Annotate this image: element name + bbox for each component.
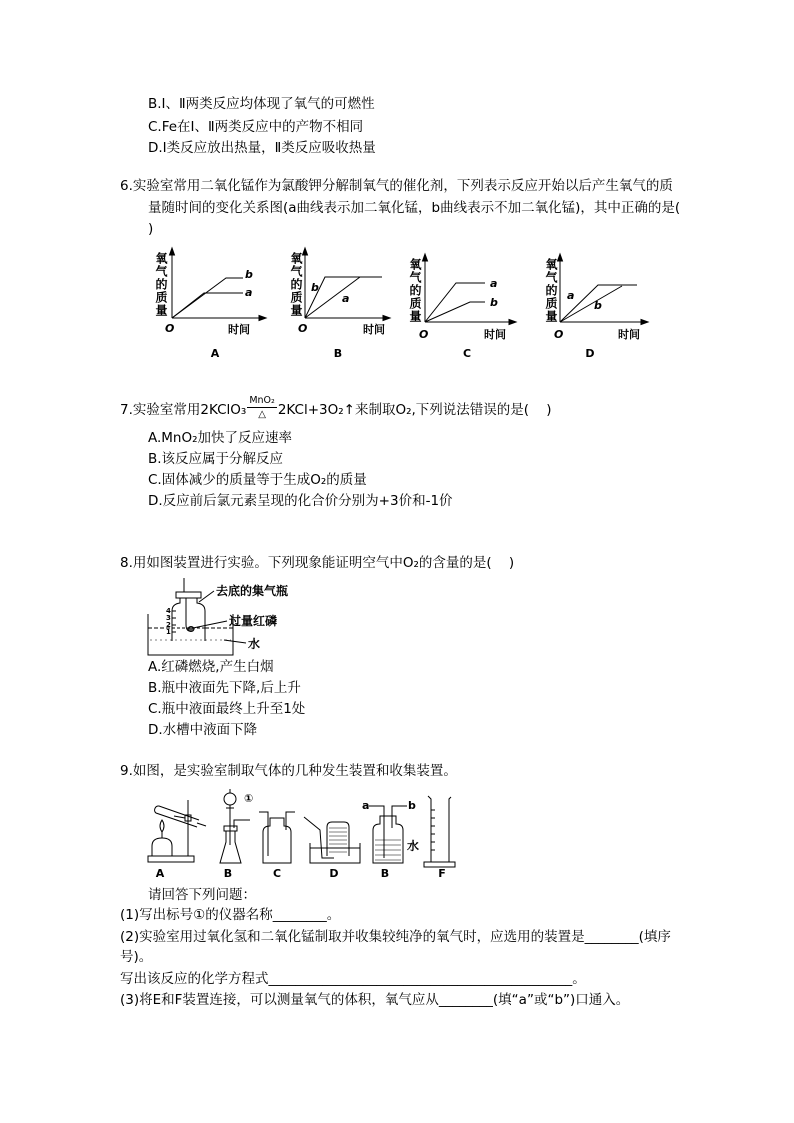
q7-reaction-condition: [247, 396, 277, 421]
q7-option-d: D.反应前后氯元素呈现的化合价分别为+3价和-1价: [148, 493, 453, 509]
q7-heat-symbol: △: [258, 409, 266, 421]
q9-label-f: F: [438, 867, 446, 880]
q8-bottomless-bottle: [172, 598, 205, 641]
q9-port-a: a: [362, 799, 370, 812]
q6-graph-a-origin: O: [165, 322, 175, 335]
q7-option-c: C.固体减少的质量等于生成O₂的质量: [148, 472, 367, 488]
q5-option-b: B.Ⅰ、Ⅱ两类反应均体现了氧气的可燃性: [148, 96, 375, 112]
q9-label-c: C: [272, 867, 282, 880]
q9-water-label: 水: [407, 839, 420, 853]
q9-port-b: b: [408, 799, 416, 812]
q6-graph-a-xlabel: 时间: [228, 323, 250, 336]
q9-label-e: B: [380, 867, 390, 880]
q6-graph-c: [423, 254, 517, 325]
q9-prompt: 请回答下列问题：: [148, 887, 256, 903]
q9-f-graduated-cylinder: [428, 796, 451, 862]
q6-graph-c-y-arrow: [423, 254, 428, 261]
q9-d-collecting-bottle: [327, 822, 349, 856]
q6-option-c-label: C: [462, 347, 472, 360]
q8-scale-4: 4: [166, 607, 171, 615]
q9-b-stopper: [224, 826, 237, 831]
q6-option-a-label: A: [210, 347, 220, 360]
q9-apparatus-b: [220, 789, 250, 863]
q6-graph-a: [170, 248, 267, 321]
q8-option-a: A.红磷燃烧,产生白烟: [148, 659, 274, 675]
q7-catalyst: MnO₂: [247, 396, 277, 409]
q8-red-phosphorus: [188, 627, 194, 632]
q8-stem: 8.用如图装置进行实验。下列现象能证明空气中O₂的含量的是( ): [120, 555, 515, 571]
q9-equation-blank: 写出该反应的化学方程式_____________________________________________。: [120, 971, 586, 987]
q6-graph-d-y-arrow: [558, 254, 563, 261]
q9-c-long-tube: [259, 812, 268, 856]
q6-graph-d-curve-b: [560, 286, 622, 322]
q6-graph-a-y-arrow: [170, 248, 175, 255]
q6-graph-b-x-arrow: [383, 316, 390, 321]
q9-a-clamp: [174, 816, 185, 818]
q6-graph-c-ylabel: 氧气的质量: [408, 258, 422, 323]
q6-graph-b: [303, 248, 391, 321]
q8-water-trough: [148, 614, 233, 655]
q6-graph-a-x-arrow: [259, 316, 266, 321]
q9-apparatus-f: [424, 796, 455, 867]
q6-graph-b-origin: O: [298, 322, 308, 335]
q8-scale-3: 3: [166, 614, 171, 622]
q7-option-a: A.MnO₂加快了反应速率: [148, 430, 293, 446]
q8-phosphorus-label: 过量红磷: [229, 614, 278, 628]
q9-label-d: D: [329, 867, 339, 880]
q9-part2: (2)实验室用过氧化氢和二氧化锰制取并收集较纯净的氧气时，应选用的装置是________(填序: [120, 929, 671, 945]
q9-part3: (3)将E和F装置连接，可以测量氧气的体积，氧气应从________(填“a”或“b”)口通入。: [120, 992, 630, 1008]
q9-label-a: A: [155, 867, 165, 880]
q6-graph-d-label-a: a: [567, 289, 575, 302]
q9-a-test-tube: [155, 806, 199, 827]
q6-graph-b-curve-a: [305, 277, 360, 318]
q9-part1: (1)写出标号①的仪器名称________。: [120, 907, 341, 923]
q8-apparatus: [148, 578, 246, 655]
q8-bottle-pointer: [199, 591, 214, 602]
q6-graph-c-label-a: a: [490, 277, 498, 290]
q6-stem-line3: ): [148, 221, 154, 237]
q9-a-stand-base: [148, 856, 194, 862]
q9-d-delivery-tube: [304, 817, 334, 858]
q7-option-b: B.该反应属于分解反应: [148, 451, 284, 467]
q9-label-b: B: [223, 867, 233, 880]
q6-graph-c-label-b: b: [490, 296, 498, 309]
q8-bottle-label: 去底的集气瓶: [216, 584, 289, 598]
q9-e-bottle: [373, 816, 403, 863]
q8-water-pointer: [224, 640, 246, 643]
q6-option-d-label: D: [585, 347, 595, 360]
q9-b-delivery-tube: [234, 820, 250, 828]
q6-graph-d-x-arrow: [641, 320, 648, 325]
q6-graph-c-origin: O: [419, 328, 429, 341]
q6-graph-c-curve-b: [425, 302, 485, 322]
q6-graph-b-label-b: b: [311, 281, 319, 294]
q9-d-trough: [310, 843, 360, 863]
q9-e-tube-b: [392, 806, 407, 828]
q6-graph-d: [558, 254, 649, 325]
q6-graph-b-ylabel: 氧气的质量: [289, 252, 303, 317]
q9-marker-1: ①: [244, 792, 254, 805]
q9-a-alcohol-lamp: [152, 838, 172, 856]
q9-f-base: [424, 862, 455, 867]
q6-graph-a-label-b: b: [245, 268, 253, 281]
q9-apparatus-c: [259, 812, 295, 863]
q6-stem-line1: 6.实验室常用二氧化锰作为氯酸钾分解制氧气的催化剂，下列表示反应开始以后产生氧气的质: [120, 178, 673, 194]
q7-stem: [120, 393, 552, 423]
q6-graph-d-ylabel: 氧气的质量: [544, 258, 558, 323]
q9-c-short-tube: [286, 812, 295, 830]
q6-graph-d-xlabel: 时间: [618, 328, 640, 341]
q8-option-c: C.瓶中液面最终上升至1处: [148, 701, 306, 717]
q5-option-c: C.Fe在Ⅰ、Ⅱ两类反应中的产物不相同: [148, 119, 364, 135]
q7-stem-before: 7.实验室常用2KClO₃: [120, 402, 247, 418]
q6-graph-d-label-b: b: [594, 299, 602, 312]
q9-a-flame: [160, 820, 164, 832]
q6-graph-b-xlabel: 时间: [363, 323, 385, 336]
q8-combustion-spoon-stem: [186, 598, 191, 631]
q9-c-bottle: [263, 818, 291, 863]
q6-graph-d-curve-a: [560, 285, 637, 322]
q8-stopper: [176, 592, 201, 598]
q6-graph-c-xlabel: 时间: [484, 328, 506, 341]
q6-graph-a-curve-b: [172, 278, 243, 318]
q5-option-d: D.Ⅰ类反应放出热量，Ⅱ类反应吸收热量: [148, 140, 376, 156]
q8-option-b: B.瓶中液面先下降,后上升: [148, 680, 301, 696]
q6-graph-d-origin: O: [554, 328, 564, 341]
q9-e-tube-a: [369, 806, 384, 858]
q6-stem-line2: 量随时间的变化关系图(a曲线表示加二氧化锰，b曲线表示不加二氧化锰)，其中正确的是(: [148, 200, 681, 216]
q9-stem: 9.如图，是实验室制取气体的几种发生装置和收集装置。: [120, 763, 457, 779]
q7-stem-after: 2KCl+3O₂↑来制取O₂,下列说法错误的是( ): [277, 402, 552, 418]
q6-graph-b-y-arrow: [303, 248, 308, 255]
q9-b-conical-flask: [220, 831, 241, 863]
q9-apparatus-e: [369, 806, 407, 863]
q9-b-separatory-funnel: [224, 793, 236, 805]
q8-option-d: D.水槽中液面下降: [148, 722, 258, 738]
q8-phosphorus-pointer: [193, 621, 227, 628]
q8-water-label: 水: [248, 637, 261, 651]
q6-graph-b-label-a: a: [342, 292, 350, 305]
q9-part2-cont: 号)。: [120, 949, 153, 965]
q6-graph-a-curve-a: [172, 293, 243, 318]
q8-scale-2: 2: [166, 621, 171, 629]
q6-graph-c-x-arrow: [509, 320, 516, 325]
q9-a-bosshead: [185, 815, 191, 821]
q6-graph-a-ylabel: 氧气的质量: [154, 252, 168, 317]
q6-option-b-label: B: [333, 347, 343, 360]
q8-scale-1: 1: [166, 628, 171, 636]
q6-graph-b-curve-b: [305, 277, 382, 318]
q9-a-delivery-tube: [197, 823, 206, 826]
q9-apparatus-a: [148, 800, 206, 862]
q6-graph-a-label-a: a: [245, 286, 253, 299]
q9-apparatus-d: [304, 817, 360, 863]
q6-graph-c-curve-a: [425, 283, 485, 322]
